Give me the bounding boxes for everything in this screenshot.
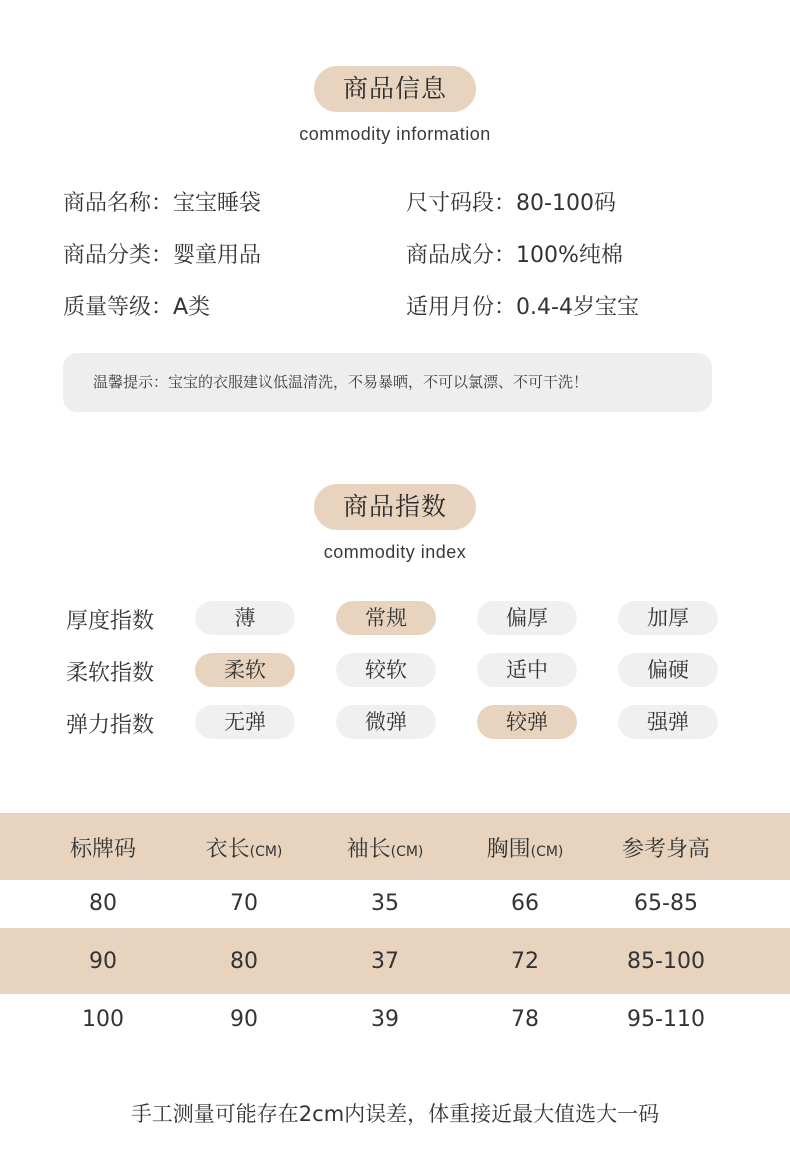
section-subtitle-index: commodity index [323, 542, 467, 562]
index-option: 加厚 [618, 601, 718, 635]
table-cell: 100 [82, 1007, 124, 1032]
index-label: 柔软指数 [66, 661, 155, 686]
table-cell: 85-100 [627, 949, 705, 974]
index-option: 偏厚 [477, 601, 577, 635]
table-cell: 70 [230, 891, 258, 916]
table-cell: 95-110 [627, 1007, 705, 1032]
info-size-value: 80-100码 [516, 191, 616, 216]
index-option: 柔软 [195, 653, 295, 687]
table-header-text: 胸围 [486, 837, 531, 862]
info-name [63, 186, 261, 217]
table-header-unit: (CM) [390, 844, 424, 860]
info-name-label: 商品名称： [63, 191, 174, 216]
info-grade-value: A类 [173, 295, 211, 320]
info-category-label: 商品分类： [63, 243, 174, 268]
table-header-text: 袖长 [346, 837, 391, 862]
index-option: 强弹 [618, 705, 718, 739]
table-cell: 35 [371, 891, 399, 916]
info-name-value: 宝宝睡袋 [173, 191, 262, 216]
table-cell: 90 [89, 949, 117, 974]
index-option: 较软 [336, 653, 436, 687]
section-title-info: 商品信息 [314, 66, 476, 112]
table-cell: 78 [511, 1007, 539, 1032]
info-size-label: 尺寸码段： [406, 191, 517, 216]
table-header-row [0, 813, 790, 880]
table-row [0, 880, 790, 928]
info-material-value: 100%纯棉 [516, 243, 623, 268]
info-material [406, 238, 623, 269]
table-header-text: 标牌码 [69, 837, 136, 862]
table-row [0, 994, 790, 1046]
index-option: 常规 [336, 601, 436, 635]
info-material-label: 商品成分： [406, 243, 517, 268]
table-header-unit: (CM) [249, 844, 283, 860]
table-header-cell [596, 832, 736, 863]
section-subtitle-info: commodity information [299, 124, 491, 144]
table-header-cell [33, 832, 173, 863]
table-header-text: 衣长 [205, 837, 250, 862]
info-size [406, 186, 616, 217]
measurement-note: 手工测量可能存在2cm内误差，体重接近最大值选大一码 [130, 1102, 660, 1126]
info-grade-label: 质量等级： [63, 295, 174, 320]
index-option: 薄 [195, 601, 295, 635]
index-option: 微弹 [336, 705, 436, 739]
table-cell: 65-85 [634, 891, 698, 916]
table-header-cell [455, 832, 595, 863]
info-category-value: 婴童用品 [173, 243, 262, 268]
table-cell: 66 [511, 891, 539, 916]
index-label: 弹力指数 [66, 713, 155, 738]
info-age-value: 0.4-4岁宝宝 [516, 295, 639, 320]
index-label: 厚度指数 [66, 609, 155, 634]
care-tip: 温馨提示：宝宝的衣服建议低温清洗，不易暴晒，不可以氯漂、不可干洗！ [63, 353, 712, 412]
table-cell: 80 [89, 891, 117, 916]
table-header-unit: (CM) [530, 844, 564, 860]
info-age [406, 290, 639, 321]
section-title-index: 商品指数 [314, 484, 476, 530]
table-header-cell [315, 832, 455, 863]
table-row [0, 928, 790, 994]
table-header-cell [174, 832, 314, 863]
table-header-text: 参考身高 [621, 837, 710, 862]
index-option: 较弹 [477, 705, 577, 739]
info-age-label: 适用月份： [406, 295, 517, 320]
index-option: 适中 [477, 653, 577, 687]
index-option: 偏硬 [618, 653, 718, 687]
table-cell: 90 [230, 1007, 258, 1032]
table-cell: 37 [371, 949, 399, 974]
info-grade [63, 290, 210, 321]
table-cell: 72 [511, 949, 539, 974]
index-option: 无弹 [195, 705, 295, 739]
table-cell: 80 [230, 949, 258, 974]
table-cell: 39 [371, 1007, 399, 1032]
info-category [63, 238, 261, 269]
